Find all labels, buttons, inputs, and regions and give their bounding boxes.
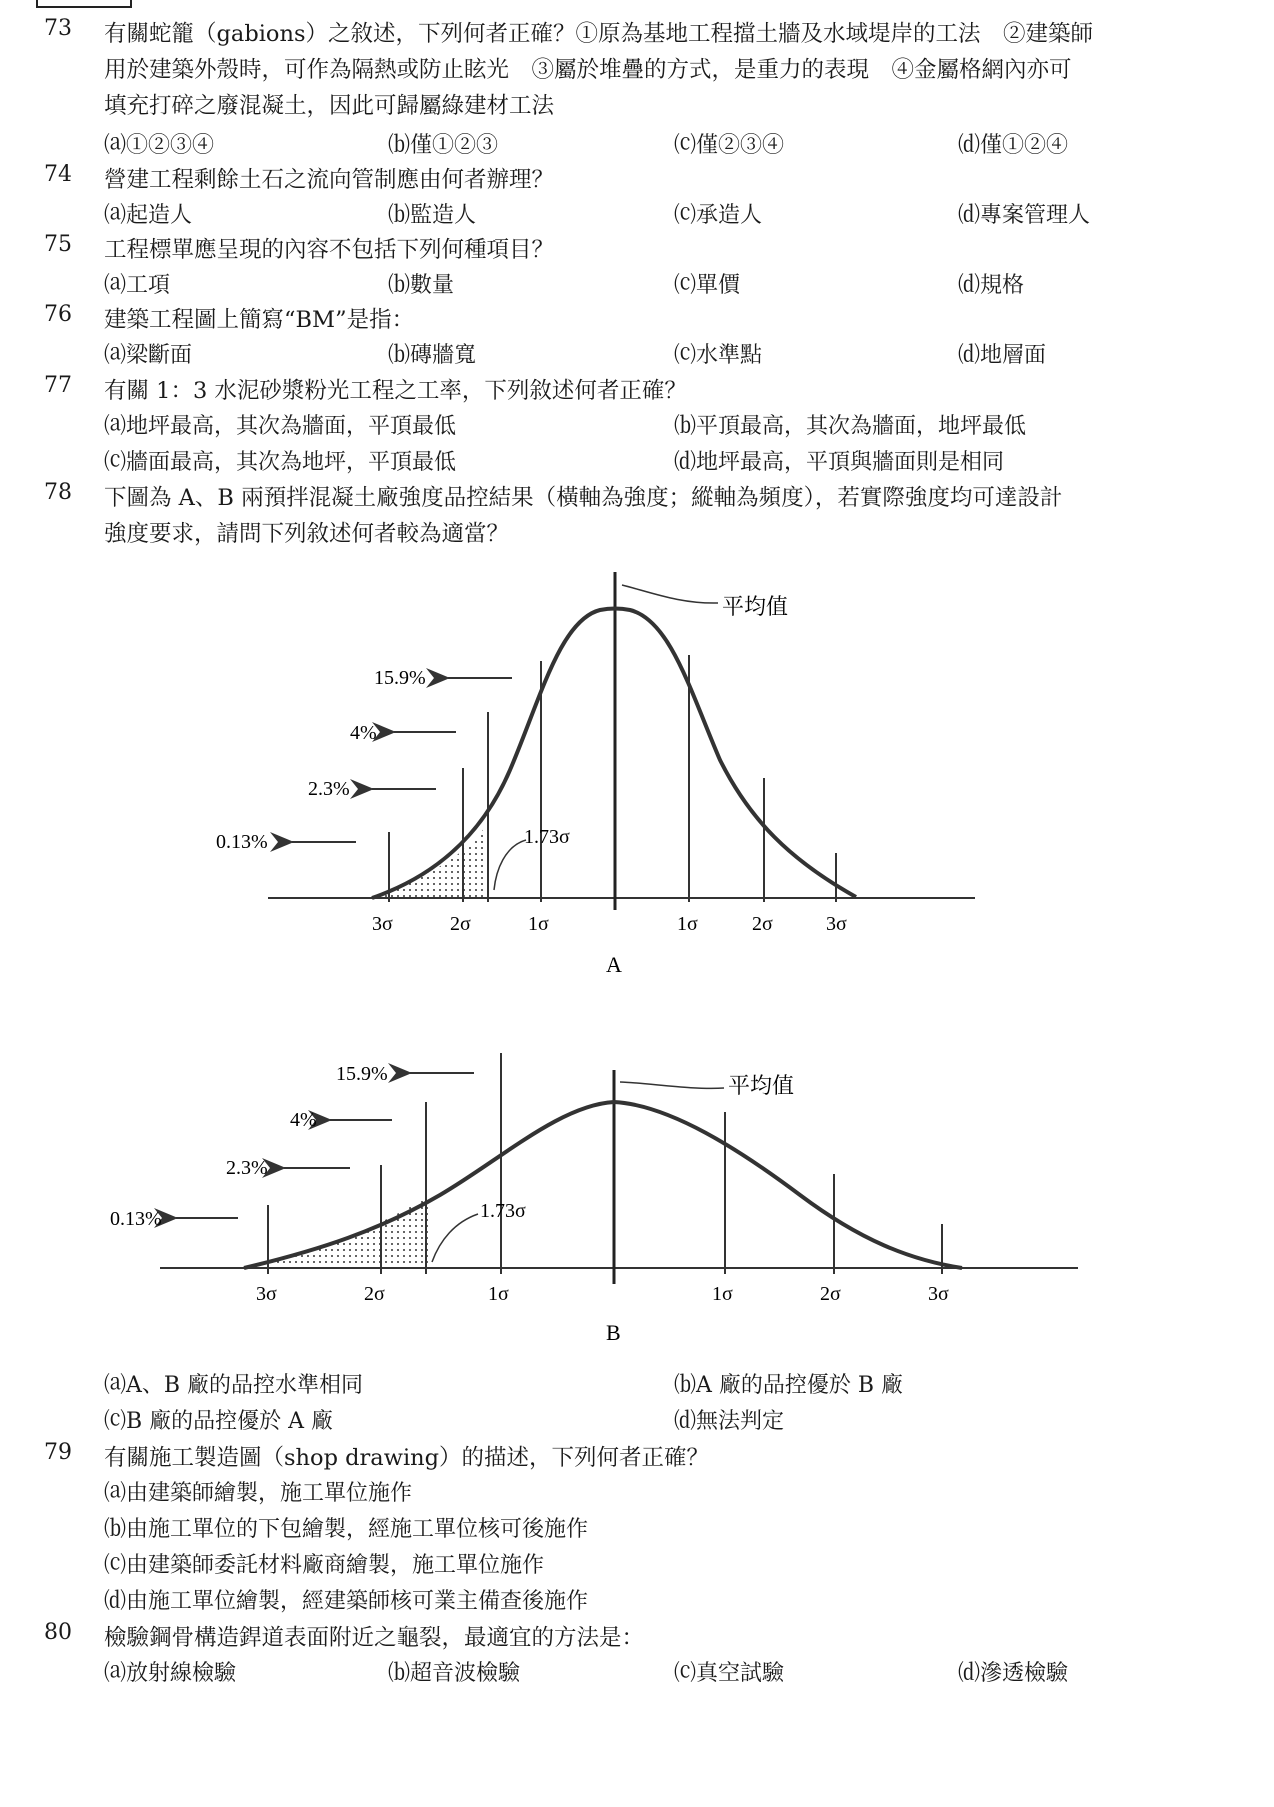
option-b[interactable]: ⒝平頂最高，其次為牆面，地坪最低	[674, 414, 1027, 439]
marker-pointer	[432, 1214, 478, 1262]
option-c[interactable]: ⒞單價	[674, 273, 741, 298]
question-number: 80	[44, 1620, 72, 1645]
option-b[interactable]: ⒝超音波檢驗	[388, 1661, 521, 1686]
sigma-label: 1σ	[488, 1283, 509, 1305]
option-d[interactable]: ⒟地坪最高，平頂與牆面則是相同	[674, 450, 1005, 475]
option-c[interactable]: ⒞水準點	[674, 343, 763, 368]
shaded-tail-area	[244, 1197, 428, 1268]
sigma-label: 1σ	[677, 913, 698, 935]
percent-label: 4%	[350, 722, 377, 744]
option-b[interactable]: ⒝數量	[388, 273, 455, 298]
question-number: 76	[44, 302, 72, 327]
question-line: 填充打碎之廢混凝土，因此可歸屬綠建材工法	[104, 93, 555, 119]
percent-label: 4%	[290, 1109, 317, 1131]
option-b[interactable]: ⒝僅①②③	[388, 133, 499, 158]
option-a[interactable]: ⒜由建築師繪製，施工單位施作	[104, 1481, 413, 1506]
mean-pointer	[622, 585, 718, 603]
mean-label: 平均值	[728, 1073, 795, 1098]
question-line: 用於建築外殼時，可作為隔熱或防止眩光 ③屬於堆疊的方式，是重力的表現 ④金屬格網內亦可	[104, 57, 1072, 83]
sigma-label: 1σ	[528, 913, 549, 935]
option-a[interactable]: ⒜梁斷面	[104, 343, 193, 368]
option-c[interactable]: ⒞B 廠的品控優於 A 廠	[104, 1409, 334, 1434]
percent-label: 0.13%	[110, 1208, 162, 1230]
option-d[interactable]: ⒟地層面	[958, 343, 1047, 368]
sigma-label: 3σ	[372, 913, 393, 935]
question-text: 檢驗鋼骨構造銲道表面附近之龜裂，最適宜的方法是：	[104, 1625, 645, 1651]
sigma-label: 2σ	[820, 1283, 841, 1305]
figure-a	[216, 572, 975, 977]
option-a[interactable]: ⒜地坪最高，其次為牆面，平頂最低	[104, 414, 457, 439]
option-d[interactable]: ⒟僅①②④	[958, 133, 1069, 158]
option-d[interactable]: ⒟滲透檢驗	[958, 1661, 1069, 1686]
option-b[interactable]: ⒝監造人	[388, 203, 477, 228]
option-c[interactable]: ⒞承造人	[674, 203, 763, 228]
question-number: 77	[44, 373, 72, 398]
marker-label: 1.73σ	[524, 826, 570, 848]
option-c[interactable]: ⒞真空試驗	[674, 1661, 785, 1686]
option-d[interactable]: ⒟規格	[958, 273, 1025, 298]
mean-pointer	[620, 1082, 724, 1088]
percent-label: 15.9%	[374, 667, 426, 689]
option-b[interactable]: ⒝A 廠的品控優於 B 廠	[674, 1373, 904, 1398]
question-number: 75	[44, 232, 72, 257]
option-c[interactable]: ⒞僅②③④	[674, 133, 785, 158]
question-text: 建築工程圖上簡寫“BM”是指：	[104, 307, 415, 333]
option-a[interactable]: ⒜①②③④	[104, 133, 215, 158]
question-text: 有關施工製造圖（shop drawing）的描述，下列何者正確？	[104, 1445, 710, 1471]
percent-label: 2.3%	[226, 1157, 268, 1179]
option-c[interactable]: ⒞牆面最高，其次為地坪，平頂最低	[104, 450, 457, 475]
percent-label: 2.3%	[308, 778, 350, 800]
sigma-label: 2σ	[450, 913, 471, 935]
question-text: 工程標單應呈現的內容不包括下列何種項目？	[104, 237, 555, 263]
option-d[interactable]: ⒟由施工單位繪製，經建築師核可業主備查後施作	[104, 1589, 589, 1614]
question-text: 有關 1：3 水泥砂漿粉光工程之工率，下列敘述何者正確？	[104, 378, 687, 404]
figure-b	[110, 1053, 1078, 1345]
question-text: 營建工程剩餘土石之流向管制應由何者辦理？	[104, 167, 555, 193]
option-b[interactable]: ⒝磚牆寬	[388, 343, 477, 368]
question-number: 74	[44, 162, 72, 187]
question-line: 強度要求，請問下列敘述何者較為適當？	[104, 521, 510, 547]
marker-label: 1.73σ	[480, 1200, 526, 1222]
sigma-label: 2σ	[752, 913, 773, 935]
question-number: 78	[44, 480, 72, 505]
figure-caption: A	[606, 952, 622, 977]
option-a[interactable]: ⒜工項	[104, 273, 171, 298]
sigma-label: 3σ	[928, 1283, 949, 1305]
sigma-label: 3σ	[256, 1283, 277, 1305]
marker-pointer	[494, 840, 526, 890]
sigma-label: 2σ	[364, 1283, 385, 1305]
question-line: 下圖為 A、B 兩預拌混凝土廠強度品控結果（橫軸為強度；縱軸為頻度），若實際強度均可達設計	[104, 485, 1063, 511]
option-d[interactable]: ⒟無法判定	[674, 1409, 785, 1434]
figure-caption: B	[606, 1320, 621, 1345]
mean-label: 平均值	[722, 594, 789, 619]
question-line: 有關蛇籠（gabions）之敘述，下列何者正確？①原為基地工程擋土牆及水域堤岸的工法 ②建築師	[104, 21, 1094, 47]
question-number: 73	[44, 16, 72, 41]
option-a[interactable]: ⒜A、B 廠的品控水準相同	[104, 1373, 364, 1398]
sigma-label: 1σ	[712, 1283, 733, 1305]
percent-label: 15.9%	[336, 1063, 388, 1085]
sigma-label: 3σ	[826, 913, 847, 935]
option-b[interactable]: ⒝由施工單位的下包繪製，經施工單位核可後施作	[104, 1517, 589, 1542]
question-number: 79	[44, 1440, 72, 1465]
option-a[interactable]: ⒜起造人	[104, 203, 193, 228]
option-a[interactable]: ⒜放射線檢驗	[104, 1661, 237, 1686]
option-c[interactable]: ⒞由建築師委託材料廠商繪製，施工單位施作	[104, 1553, 545, 1578]
option-d[interactable]: ⒟專案管理人	[958, 203, 1091, 228]
percent-label: 0.13%	[216, 831, 268, 853]
